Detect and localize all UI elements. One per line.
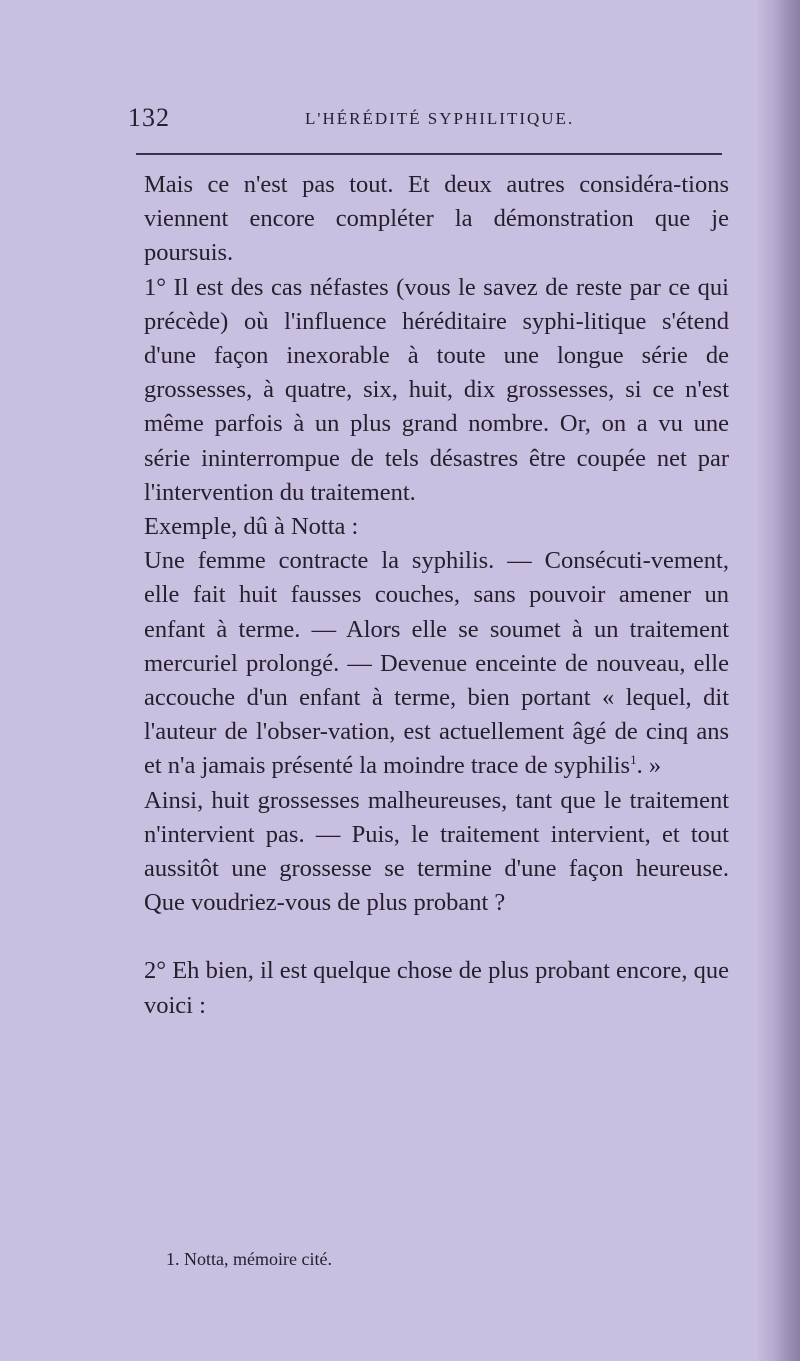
paragraph: Mais ce n'est pas tout. Et deux autres considéra-tions viennent encore compléter la démonstration que je poursuis. — [144, 171, 729, 267]
paragraph: Ainsi, huit grossesses malheureuses, tant que le traitement n'intervient pas. — Puis, le traitement intervient, et tout aussitôt une grossesse se termine d'une façon heureuse. Que voudriez-vous de plus probant ? — [144, 786, 729, 917]
paragraph-gap — [144, 920, 729, 954]
footnote-marker: 1 — [630, 752, 637, 768]
paragraph: 2° Eh bien, il est quelque chose de plus probant encore, que voici : — [144, 957, 729, 1019]
running-title: L'HÉRÉDITÉ SYPHILITIQUE. — [305, 109, 575, 128]
paragraph: Une femme contracte la syphilis. — Consécuti-vement, elle fait huit fausses couches, sans pouvoir amener un enfant à terme. — Alors elle se soumet à un traitement mercuriel prolongé. — Devenue enceinte de nouveau, elle accouche d'un enfant à terme, bien portant « lequel, dit l'auteur de l'obser-vation, est actuellement âgé de cinq ans et n'a jamais présenté la moindre trace de syphilis$^1$. » — [144, 547, 729, 780]
page-header — [128, 103, 722, 143]
page-edge-shadow — [758, 0, 800, 1361]
quote-close: . » — [636, 752, 662, 780]
page-number: 132 — [128, 103, 170, 132]
footnote: 1. Notta, mémoire cité. — [166, 1249, 332, 1269]
body-text — [144, 168, 729, 1023]
header-rule — [136, 153, 722, 155]
paragraph: Exemple, dû à Notta : — [144, 513, 359, 541]
paragraph: 1° Il est des cas néfastes (vous le savez de reste par ce qui précède) où l'influence héréditaire syphi-litique s'étend d'une façon inexorable à toute une longue série de grossesses, à quatre, six, huit, dix grossesses, si ce n'est même parfois à un plus grand nombre. Or, on a vu une série ininterrompue de tels désastres être coupée net par l'intervention du traitement. — [144, 273, 729, 506]
